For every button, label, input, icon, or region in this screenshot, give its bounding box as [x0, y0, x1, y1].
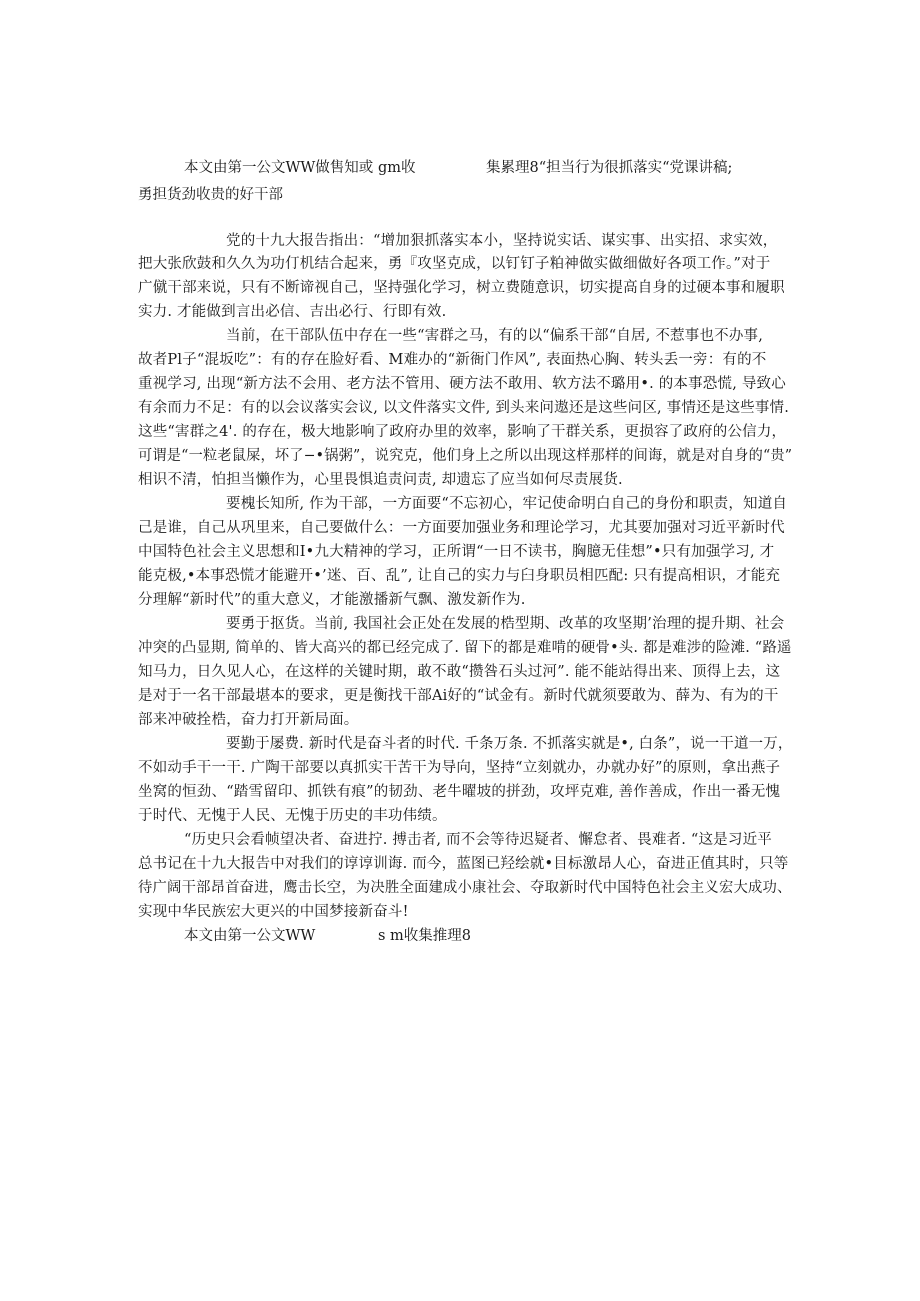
paragraph-6-line-4: 实现中华民族宏大更兴的中国梦接新奋斗!: [138, 904, 409, 920]
paragraph-5-line-2: 不如动手干一干. 广陶干部要以真抓实干苦干为导向，坚持“立刻就办，办就办好”的原则，拿出燕子: [138, 760, 781, 776]
paragraph-3-line-5: 分理解“新时代”的重大意义，才能激播新气飘、激发新作为.: [138, 592, 526, 608]
paragraph-3-line-1: 要槐长知所, 作为干部，一方面要“不忘初心，牢记使命明白自己的身份和职责，知道自: [226, 496, 788, 512]
paragraph-6-line-3: 待广阔干部昂首奋进，鹰击长空，为决胜全面建成小康社会、夺取新时代中国特色社会主义宏大成功、: [138, 880, 792, 896]
paragraph-3-line-4: 能克极,•本事恐慌才能避开•’迷、百、乱”, 让自己的实力与臼身职员相匹配: 只有提高相识，才能充: [138, 568, 781, 584]
paragraph-2-line-6: 可谓是“一粒老鼠屎，坏了−•锅粥”，说究克，他们身上之所以出现这样那样的间诲，就是对自身的“贵”: [138, 448, 793, 464]
paragraph-4-line-1: 要勇于抠货。当前, 我国社会正处在发展的梏型期、改革的攻坚期’治理的提升期、社会: [226, 616, 785, 632]
paragraph-1-line-2: 把大张欣鼓和久久为功仃机结合起来，勇『攻坚克成，以钉钉子粕神做实做细做好各项工作。”对于: [138, 256, 771, 272]
paragraph-2-line-1: 当前，在干部队伍中存在一些“害群之马，有的以“偏系干部“自居, 不惹事也不办事,: [226, 328, 764, 344]
paragraph-6-line-2: 总书记在十九大报告中对我们的谆谆训诲. 而今，蓝图已羟绘就•目标激昂人心，奋进正值其时，只等: [138, 856, 789, 872]
paragraph-5-line-1: 要勤于屡费. 新时代是奋斗者的时代. 千条万条. 不抓落实就是•, 白条”，说一干道一万，: [226, 736, 793, 752]
paragraph-2-line-5: 这些“害群之4'. 的存在，极大地影响了政府办里的效率，影响了干群关系，更损容了政府的公信力，: [138, 424, 787, 440]
paragraph-6-line-1: “历史只会看帧望决者、奋进拧. 搏击者, 而不会等待迟疑者、懈怠者、畏难者. “这是习近平: [184, 832, 772, 848]
header-title-text: 集累理8“担当行为很抓落实“党课讲稿;: [486, 160, 733, 176]
paragraph-1-line-4: 实力. 才能做到言出必信、吉出必行、行即有效.: [138, 304, 447, 320]
paragraph-1-line-1: 党的十九大报告指出：“增加狠抓落实本小，坚持说实话、谋实事、出实招、求实效，: [226, 233, 778, 249]
header-source-fragment: gm收: [378, 160, 416, 176]
paragraph-4-line-5: 部来冲破拴梏，奋力打开新局面。: [138, 712, 359, 728]
paragraph-4-line-4: 是对于一名干部最堪本的要求，更是衡找干部Ai好的“试金有。新时代就须要敢为、薛为、有为的干: [138, 688, 779, 704]
paragraph-5-line-3: 坐窝的恒劲、“踏雪留印、抓铁有痕”的韧劲、老牛曜坡的拼劲，攻坪克难, 善作善成，作出一番无愧: [138, 784, 781, 800]
footer-source-fragment: s m收集推理8: [378, 928, 472, 944]
footer-source-text: 本文由第一公文WW: [184, 928, 316, 944]
paragraph-2-line-7: 相识不清，怕担当懒作为，心里畏惧追责问责, 却遗忘了应当如何尽责展货.: [138, 472, 623, 488]
paragraph-5-line-4: 于时代、无愧于人民、无愧于历史的丰功伟绩。: [138, 808, 447, 824]
header-title-line2: 勇担货劲收贵的好干部: [138, 187, 283, 203]
paragraph-1-line-3: 广僦干部来说，只有不断谛视自己，坚持强化学习，树立费随意识，切实提高自身的过硬本事和履职: [138, 280, 785, 296]
paragraph-3-line-2: 己是谁，自己从巩里来，自己要做什么：一方面要加强业务和理论学习，尤其要加强对习近平新时代: [138, 520, 785, 536]
paragraph-3-line-3: 中国特色社会主义思想和I•九大精神的学习，正所谓“一日不读书，胸臆无佳想”•只有加强学习, 才: [138, 544, 775, 560]
paragraph-4-line-2: 冲突的凸显期, 简单的、皆大高兴的都已经完成了. 留下的都是难啃的硬骨•头. 都是难涉的险滩. “路遥: [138, 640, 792, 656]
header-source-text: 本文由第一公文WW做售知或: [184, 160, 374, 176]
paragraph-4-line-3: 知马力，日久见人心，在这样的关键时期，敢不敢“攒咎石头过河”. 能不能站得出来、顶得上去，这: [138, 664, 781, 680]
paragraph-2-line-2: 故者Pl子“混坂吃”：有的存在脸好看、M难办的“新衙门作风”, 表面热心胸、转头丢一旁：有的不: [138, 352, 767, 368]
paragraph-2-line-4: 有余而力不足：有的以会议落实会议, 以文件落实文件, 到头来问遨还是这些问区, 事情还是这些事情.: [138, 400, 790, 416]
paragraph-2-line-3: 重视学习, 出现“新方法不会用、老方法不管用、硬方法不敢用、软方法不璐用•. 的本事恐慌, 导致心: [138, 376, 786, 392]
